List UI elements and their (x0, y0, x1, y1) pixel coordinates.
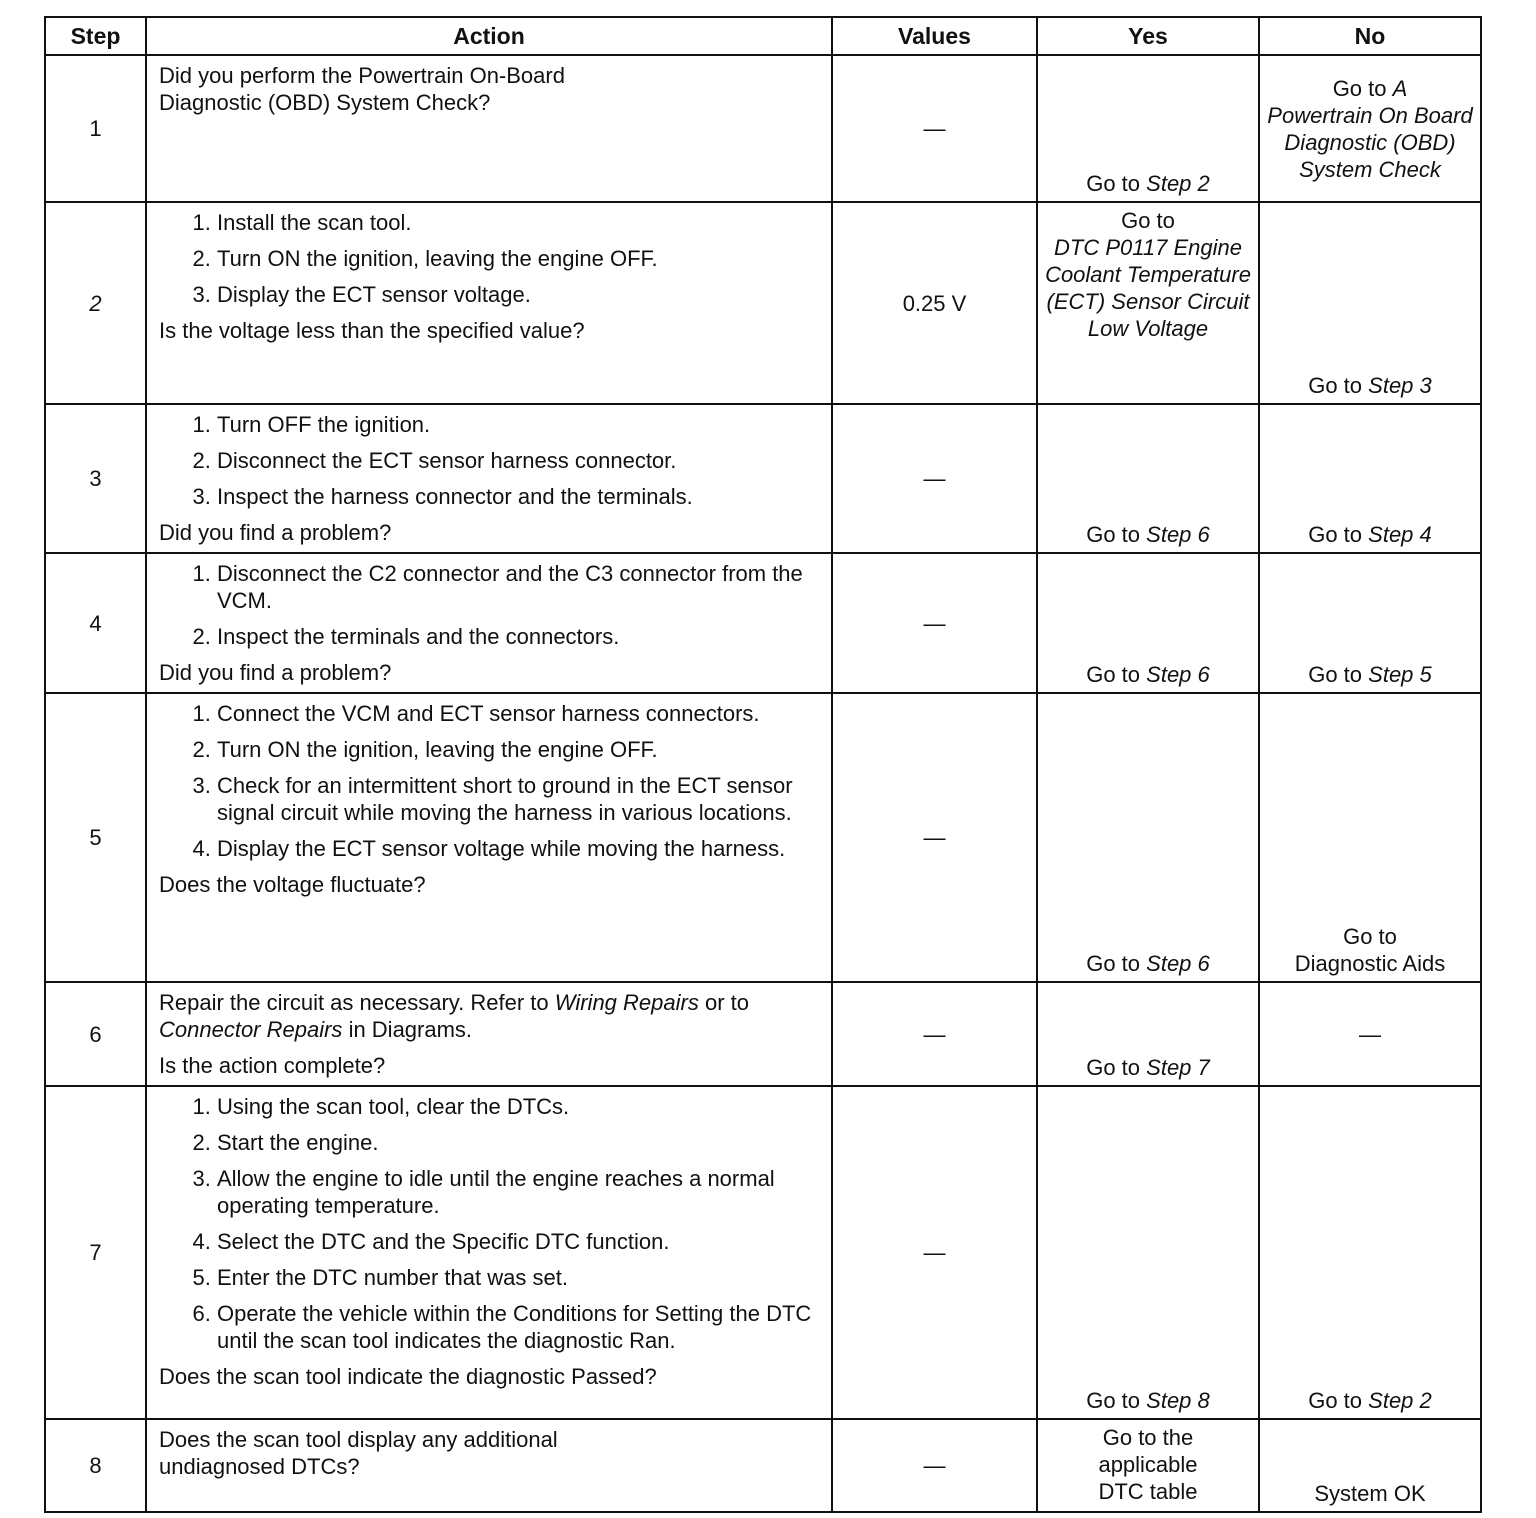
step-number: 8 (45, 1419, 146, 1512)
action-cell (146, 55, 832, 202)
action-step: 2. Turn ON the ignition, leaving the engine OFF. (217, 736, 819, 763)
no-cell[interactable] (1259, 202, 1481, 404)
action-step: 2. Turn ON the ignition, leaving the engine OFF. (217, 245, 819, 272)
header-values: Values (832, 17, 1037, 55)
yes-link[interactable]: Step 2 (1146, 171, 1210, 196)
action-step: 1. Install the scan tool. (217, 209, 819, 236)
yes-link[interactable]: Step 6 (1146, 662, 1210, 687)
action-text: or to (704, 990, 749, 1015)
action-step: 3. Display the ECT sensor voltage. (217, 281, 819, 308)
action-step: 1. Turn OFF the ignition. (217, 411, 819, 438)
no-prefix: Go to (1343, 924, 1397, 949)
no-cell[interactable] (1259, 693, 1481, 982)
no-cell: System OK (1259, 1419, 1481, 1512)
step-number: 3 (45, 404, 146, 553)
action-cell (146, 982, 832, 1086)
no-prefix: Go to (1308, 522, 1363, 547)
no-cell[interactable] (1259, 1086, 1481, 1419)
yes-prefix: Go to (1086, 1388, 1141, 1413)
table-row (45, 55, 1481, 202)
no-cell: — (1259, 982, 1481, 1086)
yes-cell[interactable] (1037, 55, 1259, 202)
action-step: 6. Operate the vehicle within the Conditions for Setting the DTC until the scan tool indicates the diagnostic Ran. (217, 1300, 819, 1354)
diagnostic-table (44, 16, 1482, 1513)
table-row (45, 553, 1481, 693)
action-text: in Diagrams. (348, 1017, 473, 1042)
step-number: 7 (45, 1086, 146, 1419)
action-step: 4. Select the DTC and the Specific DTC function. (217, 1228, 819, 1255)
action-question: Does the voltage fluctuate? (159, 872, 426, 897)
no-cell[interactable] (1259, 55, 1481, 202)
action-cell (146, 693, 832, 982)
action-step: 4. Display the ECT sensor voltage while moving the harness. (217, 835, 819, 862)
action-steps (159, 209, 819, 308)
yes-cell[interactable] (1037, 404, 1259, 553)
yes-prefix: Go to (1086, 171, 1141, 196)
action-step: 1. Connect the VCM and ECT sensor harness connectors. (217, 700, 819, 727)
action-step: 5. Enter the DTC number that was set. (217, 1264, 819, 1291)
yes-prefix: Go to (1086, 951, 1141, 976)
action-cell (146, 1086, 832, 1419)
yes-cell[interactable] (1037, 553, 1259, 693)
table-row (45, 982, 1481, 1086)
yes-link[interactable]: Step 7 (1146, 1055, 1210, 1080)
action-text: Repair the circuit as necessary. Refer to (159, 990, 549, 1015)
header-action: Action (146, 17, 832, 55)
action-step: 3. Inspect the harness connector and the terminals. (217, 483, 819, 510)
header-no: No (1259, 17, 1481, 55)
no-prefix: Go to (1308, 373, 1363, 398)
step-number: 2 (45, 202, 146, 404)
action-cell (146, 202, 832, 404)
no-link-a[interactable]: A (1392, 75, 1408, 101)
yes-prefix: Go to (1086, 522, 1141, 547)
table-row (45, 202, 1481, 404)
value-cell: — (832, 404, 1037, 553)
no-link[interactable]: Step 2 (1368, 1388, 1432, 1413)
action-question: Is the voltage less than the specified value? (159, 318, 585, 343)
no-prefix: Go to (1332, 75, 1387, 101)
yes-link[interactable]: Step 8 (1146, 1388, 1210, 1413)
action-step: 1. Using the scan tool, clear the DTCs. (217, 1093, 819, 1120)
yes-cell[interactable] (1037, 202, 1259, 404)
action-question: Does the scan tool indicate the diagnostic Passed? (159, 1364, 657, 1389)
value-cell: — (832, 55, 1037, 202)
yes-prefix: Go to (1086, 1055, 1141, 1080)
action-cell (146, 553, 832, 693)
yes-cell[interactable] (1037, 982, 1259, 1086)
no-cell[interactable] (1259, 553, 1481, 693)
value-cell: — (832, 1086, 1037, 1419)
value-cell: — (832, 553, 1037, 693)
header-step: Step (45, 17, 146, 55)
action-step: 2. Inspect the terminals and the connectors. (217, 623, 819, 650)
value-cell: 0.25 V (832, 202, 1037, 404)
action-question: Did you find a problem? (159, 520, 392, 545)
step-number: 4 (45, 553, 146, 693)
wiring-repairs-link[interactable]: Wiring Repairs (554, 990, 699, 1015)
no-link[interactable]: Step 4 (1368, 522, 1432, 547)
yes-prefix: Go to (1121, 208, 1175, 233)
action-step: 2. Disconnect the ECT sensor harness connector. (217, 447, 819, 474)
action-step: 1. Disconnect the C2 connector and the C3 connector from the VCM. (217, 560, 819, 614)
header-yes: Yes (1037, 17, 1259, 55)
action-cell (146, 404, 832, 553)
value-cell: — (832, 1419, 1037, 1512)
yes-cell[interactable] (1037, 1086, 1259, 1419)
table-row (45, 693, 1481, 982)
header-row (45, 17, 1481, 55)
action-cell (146, 1419, 832, 1512)
action-step: 3. Allow the engine to idle until the engine reaches a normal operating temperature. (217, 1165, 819, 1219)
table-row (45, 404, 1481, 553)
action-steps (159, 700, 819, 862)
action-question: Did you find a problem? (159, 660, 392, 685)
no-link[interactable]: Powertrain On Board Diagnostic (OBD) System Check (1267, 102, 1473, 182)
no-prefix: Go to (1308, 1388, 1363, 1413)
value-cell: — (832, 982, 1037, 1086)
no-link[interactable]: Step 3 (1368, 373, 1432, 398)
value-cell: — (832, 693, 1037, 982)
step-number: 5 (45, 693, 146, 982)
connector-repairs-link[interactable]: Connector Repairs (159, 1017, 343, 1042)
table-row (45, 1419, 1481, 1512)
no-link[interactable]: Step 5 (1368, 662, 1432, 687)
action-step: 3. Check for an intermittent short to ground in the ECT sensor signal circuit while moving the harness in various locations. (217, 772, 819, 826)
action-question: Is the action complete? (159, 1053, 386, 1078)
yes-cell[interactable] (1037, 693, 1259, 982)
action-instruction (159, 989, 819, 1043)
action-step: 2. Start the engine. (217, 1129, 819, 1156)
table-row (45, 1086, 1481, 1419)
yes-link[interactable]: Step 6 (1146, 522, 1210, 547)
yes-link[interactable]: DTC P0117 Engine Coolant Temperature (ECT) Sensor Circuit Low Voltage (1045, 235, 1251, 341)
action-question: Did you perform the Powertrain On-Board Diagnostic (OBD) System Check? (159, 63, 565, 115)
diagnostic-aids-link[interactable]: Diagnostic Aids (1294, 951, 1446, 976)
step-number: 1 (45, 55, 146, 202)
yes-prefix: Go to (1086, 662, 1141, 687)
no-cell[interactable] (1259, 404, 1481, 553)
step-number: 6 (45, 982, 146, 1086)
no-prefix: Go to (1308, 662, 1363, 687)
action-steps (159, 560, 819, 650)
yes-cell[interactable]: Go to the applicable DTC table (1037, 1419, 1259, 1512)
yes-link[interactable]: Step 6 (1146, 951, 1210, 976)
action-steps (159, 411, 819, 510)
action-steps (159, 1093, 819, 1354)
action-question: Does the scan tool display any additional undiagnosed DTCs? (159, 1427, 558, 1479)
